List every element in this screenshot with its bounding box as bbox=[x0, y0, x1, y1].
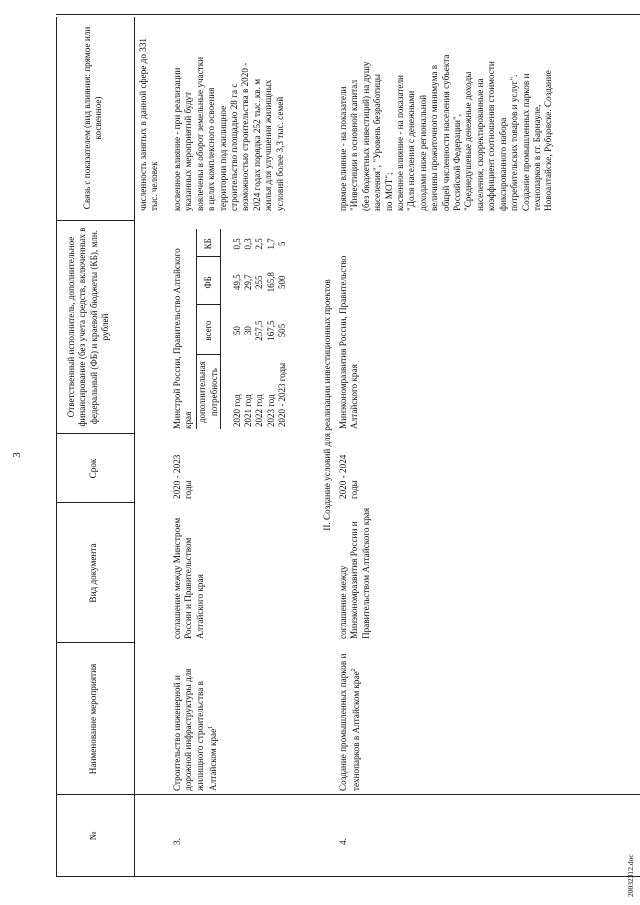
row4-link-line: "Среднедушевые денежные доходы bbox=[463, 71, 474, 211]
row3-link-line: в целях комплексного освоения bbox=[206, 87, 217, 211]
fin-row bbox=[277, 229, 288, 429]
col-divider-term bbox=[56, 433, 134, 434]
fin-kb: 2,5 bbox=[254, 238, 265, 250]
row4-number: 4. bbox=[338, 838, 348, 845]
row3-link-line: вовлечены в оборот земельные участки bbox=[194, 56, 205, 211]
fin-kb: 5 bbox=[276, 241, 287, 247]
row4-name-footnote: 2 bbox=[351, 668, 358, 672]
row4-link-line: косвенное влияние - на показатели bbox=[395, 75, 406, 211]
fin-kb: 1,7 bbox=[265, 238, 276, 250]
row3-term: 2020 - 2023 годы bbox=[172, 454, 194, 499]
row3-link-line: возможностью строительства в 2020 - bbox=[240, 62, 251, 211]
row3-link bbox=[172, 19, 286, 211]
fin-total: 30 bbox=[243, 326, 254, 336]
row4-link-line: Новоалтайске, Рубцовске. Создание bbox=[543, 70, 554, 211]
fin-fb: 49,5 bbox=[232, 274, 242, 291]
row3-link-line: строительство площадью 28 га с bbox=[229, 83, 240, 211]
header-number: № bbox=[88, 831, 98, 841]
row3-name-text: Строительство инженерной и дорожной инфраструктуры для жилищного строительства в Алтайском крае bbox=[172, 668, 219, 791]
page-number: 3 bbox=[11, 452, 23, 458]
row4-name-text: Создание промышленных парков и технопарков в Алтайском крае bbox=[338, 653, 362, 791]
header-document: Вид документа bbox=[88, 543, 98, 603]
row4-link-line: по МОТ"; bbox=[383, 172, 394, 211]
financing-table bbox=[197, 229, 288, 429]
row4-term: 2020 - 2024 годы bbox=[338, 454, 360, 499]
row4-name bbox=[338, 647, 363, 791]
fin-total: 257,5 bbox=[254, 320, 265, 341]
fin-header-row bbox=[197, 229, 220, 429]
col-divider-no bbox=[56, 794, 640, 795]
fin-year: 2020 - 2023 годы bbox=[276, 362, 287, 427]
row4-link-line: величины прожиточного минимума в bbox=[429, 64, 440, 211]
row4-link-line: общей численности населения субъекта bbox=[440, 54, 451, 211]
footer-file-name: 20032312.doc bbox=[626, 854, 635, 897]
header-term: Срок bbox=[88, 458, 98, 479]
row3-link-line: территории под жилищное bbox=[217, 105, 228, 211]
row4-document: соглашение между Минэкономразвития России и Правительством Алтайского края bbox=[338, 507, 371, 639]
fin-fb: 29,7 bbox=[243, 274, 254, 291]
row3-executor: Минстрой России, Правительство Алтайского края bbox=[172, 248, 194, 429]
fin-fb: 500 bbox=[276, 275, 287, 290]
row3-number: 3. bbox=[172, 838, 182, 845]
row4-link-line: Российской Федерации", bbox=[452, 113, 463, 211]
row3-name bbox=[172, 647, 220, 791]
fin-total: 505 bbox=[276, 323, 287, 338]
col-divider-name bbox=[56, 642, 134, 643]
row4-link-line: технопарков в гг. Барнауле, bbox=[531, 104, 542, 211]
fin-year: 2022 год bbox=[254, 394, 265, 427]
row4-link-line: прямое влияние - на показатели bbox=[338, 86, 348, 211]
fin-kb: 0,3 bbox=[243, 238, 254, 250]
row3-link-line: 2024 годах порядка 252 тыс. кв. м bbox=[251, 78, 262, 211]
fin-total: 167,5 bbox=[265, 320, 276, 341]
row3-document: соглашение между Минстроем России и Правительством Алтайского края bbox=[172, 517, 205, 639]
fin-year: 2021 год bbox=[243, 394, 254, 427]
row4-executor: Минэкономразвития России, Правительство Алтайского края bbox=[338, 255, 360, 429]
table-left-border bbox=[56, 876, 640, 877]
fin-total: 50 bbox=[232, 326, 242, 336]
row4-link-line: "Инвестиции в основной капитал bbox=[349, 79, 360, 211]
fin-year: 2020 год bbox=[232, 394, 242, 427]
row3-link-line: жилья для улучшения жилищных bbox=[263, 79, 274, 211]
row4-link bbox=[338, 19, 555, 211]
row3-name-footnote: 1 bbox=[208, 725, 215, 729]
fin-year: 2023 год bbox=[265, 394, 276, 427]
fin-row bbox=[243, 229, 254, 429]
table-right-border bbox=[56, 14, 640, 15]
continuation-text: численность занятых в данной сфере до 331 тыс. человек bbox=[138, 37, 160, 211]
row4-link-line: населения, скорректированные на bbox=[474, 78, 485, 211]
row4-link-line: (без бюджетных инвестиций) на душу bbox=[360, 61, 371, 211]
fin-header-need: дополнительная потребность bbox=[197, 361, 219, 424]
section-title: II. Создание условий для реализации инвестиционных проектов bbox=[322, 279, 332, 531]
row4-link-line: фиксированного набора bbox=[497, 117, 508, 211]
fin-fb: 255 bbox=[254, 275, 265, 290]
col-divider-exec bbox=[56, 220, 134, 221]
col-divider-doc bbox=[56, 502, 134, 503]
fin-spacer-row bbox=[220, 229, 232, 429]
row3-link-line: косвенное влияние - при реализации bbox=[172, 67, 182, 211]
row4-link-line: Создание промышленных парков и bbox=[520, 73, 531, 211]
fin-header-fb: ФБ bbox=[202, 276, 213, 289]
header-executor: Ответственный исполнитель, дополнительное финансирование (без учета средств, включенных в федеральный (ФБ) и краевой бюджеты (КБ), млн. рублей bbox=[66, 227, 111, 427]
fin-fb: 165,8 bbox=[265, 272, 276, 293]
fin-header-total: всего bbox=[202, 320, 213, 341]
header-bottom-border bbox=[134, 17, 135, 877]
fin-kb: 0,5 bbox=[232, 238, 242, 250]
row4-link-line: "Доля населения с денежными bbox=[406, 90, 417, 211]
table-top-border bbox=[56, 17, 57, 877]
row3-link-line: условий более 3,3 тыс. семей bbox=[274, 96, 285, 211]
row3-link-line: указанных мероприятий будут bbox=[183, 91, 194, 211]
row4-link-line: коэффициент соотношения стоимости bbox=[486, 61, 497, 211]
header-link: Связь с показателем (вид влияния: прямое или косвенное) bbox=[82, 26, 104, 210]
fin-row bbox=[254, 229, 265, 429]
fin-row bbox=[232, 229, 243, 429]
header-name: Наименование мероприятия bbox=[88, 663, 98, 775]
fin-row bbox=[266, 229, 277, 429]
row4-link-line: потребительских товаров и услуг". bbox=[509, 74, 520, 211]
row4-link-line: доходами ниже региональной bbox=[417, 94, 428, 211]
fin-header-kb: КБ bbox=[202, 238, 213, 250]
row4-link-line: населения", "Уровень безработицы bbox=[372, 74, 383, 211]
